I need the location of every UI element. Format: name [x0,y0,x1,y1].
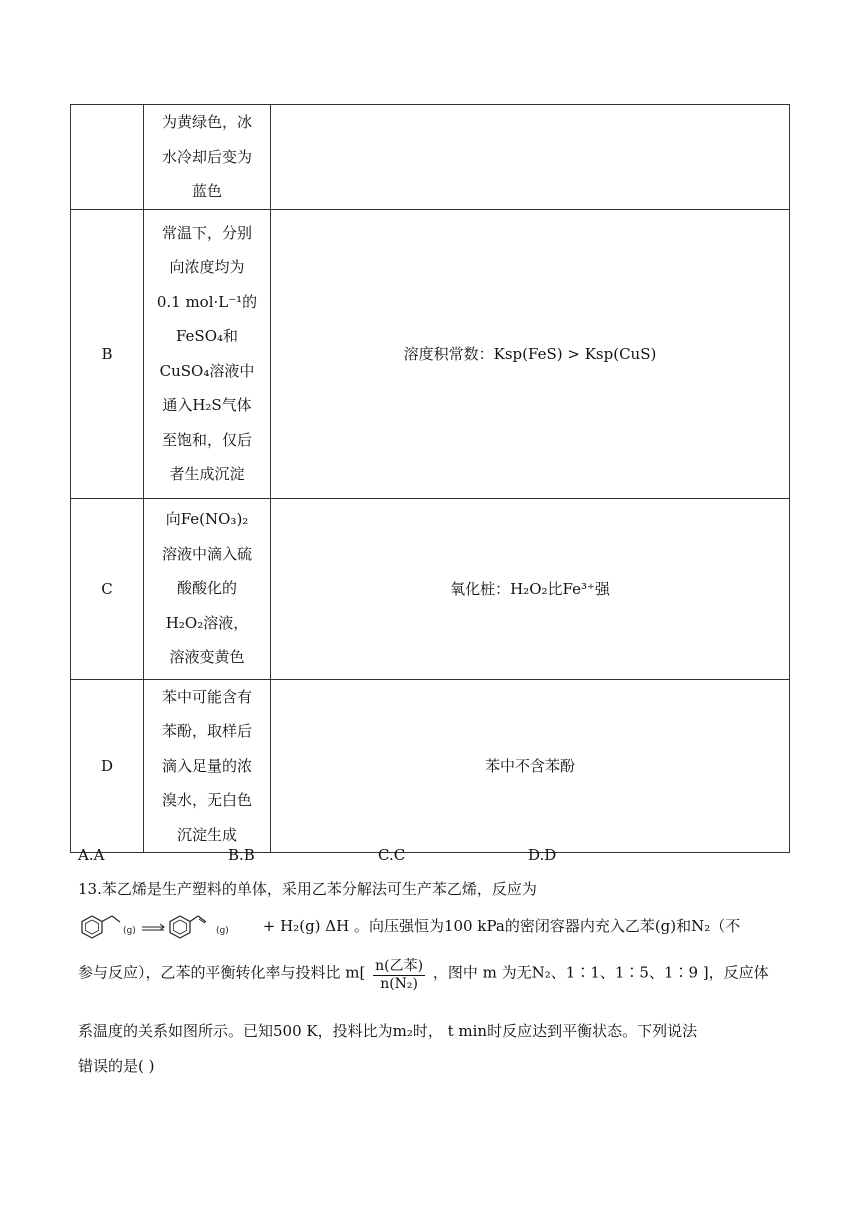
fraction-denominator: n(N₂) [380,976,419,992]
table-row [71,209,790,498]
experiment-line: 沉淀生成 [176,825,237,844]
experiment-line: 为黄绿色，冰 [161,113,252,131]
experiment-line: 酸酸化的 [176,579,237,598]
experiment-line: 通入H₂S气体 [162,396,252,414]
experiment-line: 溶液变黄色 [169,648,245,667]
row-label: B [71,209,144,498]
row-label [71,105,144,210]
experiment-cell [144,209,271,498]
table-row [71,679,790,853]
conclusion-cell: 氧化桩：H₂O₂比Fe³⁺强 [271,498,790,679]
experiment-line: 至饱和，仅后 [161,430,252,449]
experiment-line: 向Fe(NO₃)₂ [165,510,249,529]
experiment-line: 常温下，分别 [161,223,252,242]
table-row [71,105,790,210]
experiment-line: 溶液中滴入硫 [161,544,252,563]
stem-text: ，图中 m 为无N₂、1∶1、1∶5、1∶9 ]，反应体 [432,963,769,982]
experiment-line: 溴水，无白色 [161,791,252,809]
reaction-line [78,912,798,942]
experiment-line: 水冷却后变为 [161,147,252,166]
experiment-cell [144,498,271,679]
option-d[interactable]: D.D [528,846,557,864]
experiment-line: 滴入足量的浓 [161,756,252,775]
question-stem-line: 系温度的关系如图所示。已知500 K，投料比为m₂时， t min时反应达到平衡状态。下列说法 [78,1022,698,1040]
experiment-line: H₂O₂溶液， [165,613,249,632]
table-row [71,498,790,679]
question-table [70,104,790,853]
experiment-line: 向浓度均为 [169,258,245,276]
option-b[interactable]: B.B [228,846,255,864]
conclusion-cell: 溶度积常数：Ksp(FeS) > Ksp(CuS) [271,209,790,498]
feed-ratio-fraction [373,955,425,992]
conclusion-cell: 苯中不含苯酚 [271,679,790,853]
question-stem-line: 13.苯乙烯是生产塑料的单体，采用乙苯分解法可生产苯乙烯，反应为 [78,880,537,898]
question-stem-line [78,955,798,992]
reaction-equation-tail: + H₂(g) ΔH 。向压强恒为100 kPa的密闭容器内充入乙苯(g)和N₂（不 [262,917,741,935]
option-a[interactable]: A.A [78,846,105,864]
experiment-line: 蓝色 [191,182,222,200]
svg-text:(g): (g) [123,926,136,936]
experiment-line: 苯酚，取样后 [161,722,252,740]
row-label: D [71,679,144,853]
experiment-cell [144,679,271,853]
stem-text: 参与反应），乙苯的平衡转化率与投料比 m[ [78,963,366,982]
experiment-line: CuSO₄溶液中 [159,361,255,380]
conclusion-cell [271,105,790,210]
question-stem-line: 错误的是( ) [78,1057,155,1075]
experiment-line: 苯中可能含有 [161,687,252,706]
svg-text:(g): (g) [216,926,229,936]
row-label: C [71,498,144,679]
option-c[interactable]: C.C [378,846,406,864]
fraction-numerator: n(乙苯) [373,955,425,976]
experiment-cell [144,105,271,210]
experiment-line: FeSO₄和 [175,327,239,345]
experiment-line: 者生成沉淀 [169,465,245,483]
experiment-line: 0.1 mol·L⁻¹的 [156,292,258,311]
reaction-structure-icon [78,912,258,942]
